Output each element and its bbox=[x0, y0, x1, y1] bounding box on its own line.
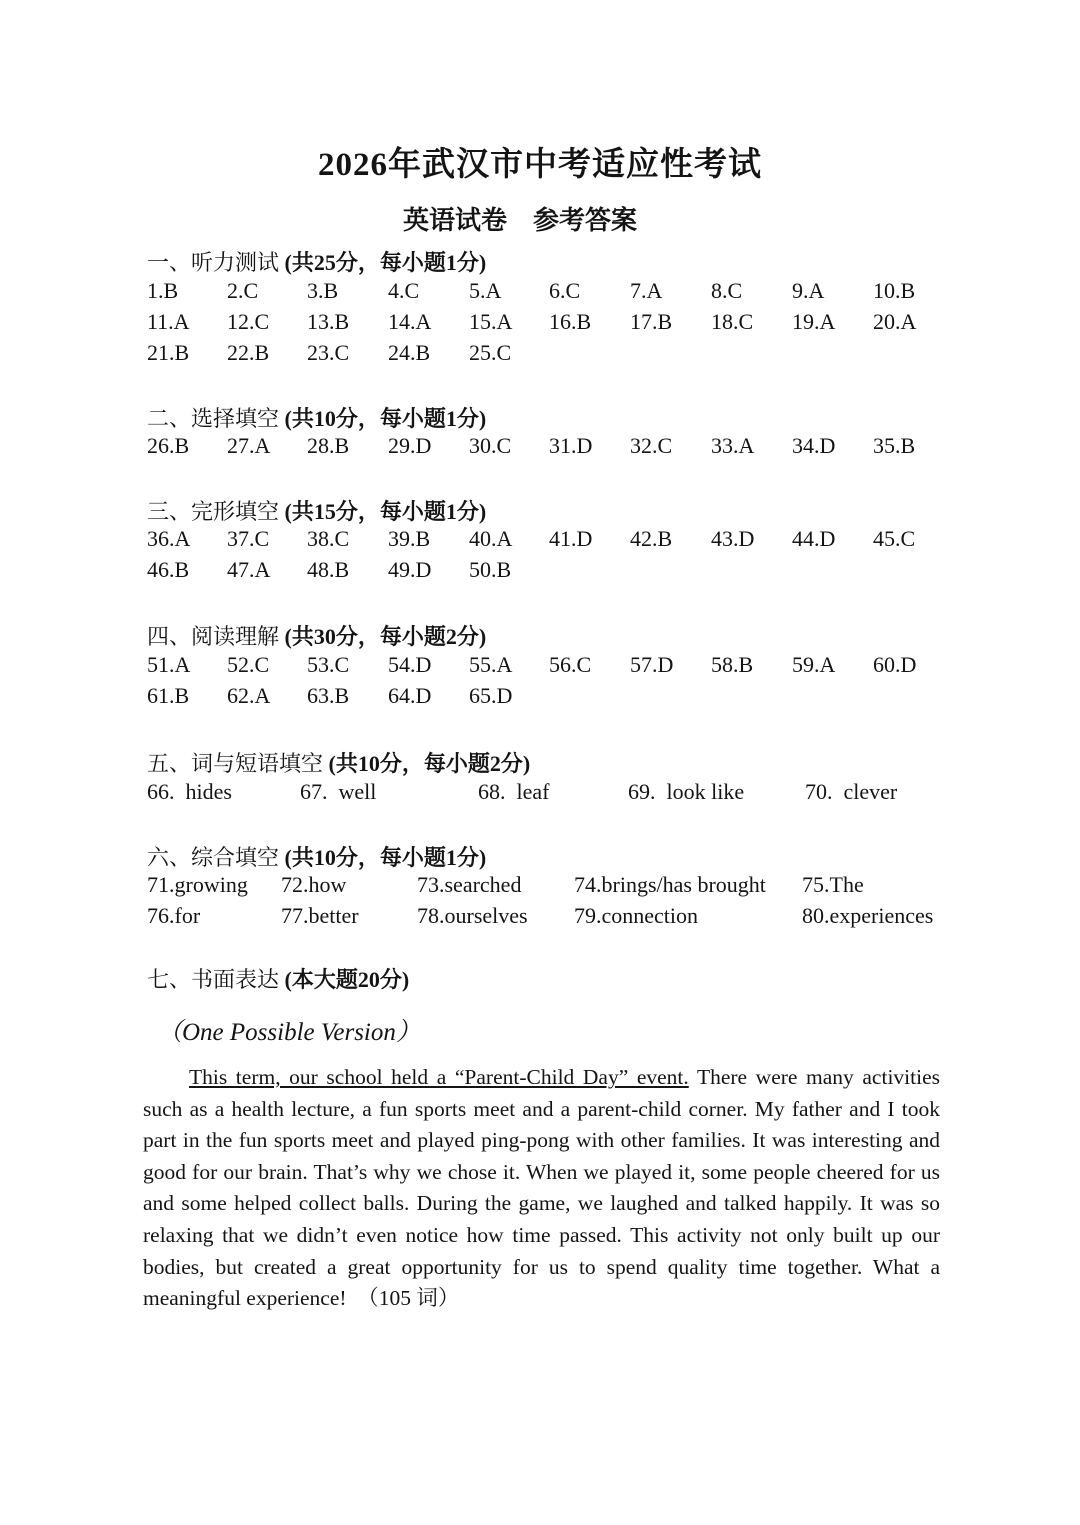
exam-title: 2026年武汉市中考适应性考试 bbox=[318, 147, 762, 183]
answer-item: 24.B bbox=[388, 340, 431, 365]
answer-item: 60.D bbox=[873, 652, 917, 677]
answer-item: 7.A bbox=[630, 278, 663, 303]
answer-item: 51.A bbox=[147, 652, 191, 677]
answer-item: 41.D bbox=[549, 526, 593, 551]
answer-item: 50.B bbox=[469, 557, 512, 582]
exam-subtitle: 英语试卷 参考答案 bbox=[402, 206, 637, 235]
answer-item: 20.A bbox=[873, 309, 917, 334]
answer-item: 5.A bbox=[469, 278, 502, 303]
answer-item: 78.ourselves bbox=[417, 903, 528, 928]
answer-item: 45.C bbox=[873, 526, 916, 551]
answer-item: 31.D bbox=[549, 433, 593, 458]
answer-item: 36.A bbox=[147, 526, 191, 551]
answer-item: 1.B bbox=[147, 278, 179, 303]
answer-item: 30.C bbox=[469, 433, 512, 458]
answer-item: 77.better bbox=[281, 903, 359, 928]
answer-item: 55.A bbox=[469, 652, 513, 677]
answer-item: 74.brings/has brought bbox=[574, 872, 766, 897]
answer-item: 76.for bbox=[147, 903, 201, 928]
answer-item: 57.D bbox=[630, 652, 674, 677]
answer-item: 34.D bbox=[792, 433, 836, 458]
answer-item: 61.B bbox=[147, 683, 190, 708]
answer-item: 70. clever bbox=[805, 779, 898, 804]
section-heading bbox=[147, 402, 486, 433]
section-label: 四、阅读理解 bbox=[147, 624, 280, 649]
answer-item: 72.how bbox=[281, 872, 347, 897]
essay-first-sentence: This term, our school held a “Parent-Child Day” event. bbox=[189, 1065, 689, 1089]
answer-item: 29.D bbox=[388, 433, 432, 458]
answer-item: 42.B bbox=[630, 526, 673, 551]
answer-item: 62.A bbox=[227, 683, 271, 708]
answer-item: 8.C bbox=[711, 278, 743, 303]
answer-item: 38.C bbox=[307, 526, 350, 551]
section-points: (共30分，每小题2分) bbox=[284, 624, 487, 649]
section-heading bbox=[147, 246, 486, 277]
answer-item: 66. hides bbox=[147, 779, 232, 804]
answer-item: 44.D bbox=[792, 526, 836, 551]
answer-item: 40.A bbox=[469, 526, 513, 551]
answer-item: 2.C bbox=[227, 278, 259, 303]
section-heading bbox=[147, 841, 486, 872]
answer-item: 37.C bbox=[227, 526, 270, 551]
answer-item: 18.C bbox=[711, 309, 754, 334]
answer-item: 14.A bbox=[388, 309, 432, 334]
section-heading bbox=[147, 963, 409, 994]
answer-item: 54.D bbox=[388, 652, 432, 677]
answer-item: 49.D bbox=[388, 557, 432, 582]
answer-item: 26.B bbox=[147, 433, 190, 458]
answer-item: 48.B bbox=[307, 557, 350, 582]
answer-item: 69. look like bbox=[628, 779, 745, 804]
answer-item: 64.D bbox=[388, 683, 432, 708]
answer-item: 16.B bbox=[549, 309, 592, 334]
answer-item: 73.searched bbox=[417, 872, 522, 897]
essay-version-label: （One Possible Version） bbox=[157, 1019, 421, 1046]
answer-item: 11.A bbox=[147, 309, 190, 334]
section-points: (共10分，每小题1分) bbox=[284, 406, 487, 431]
section-points: (共10分，每小题2分) bbox=[328, 751, 531, 776]
answer-item: 58.B bbox=[711, 652, 754, 677]
answer-item: 33.A bbox=[711, 433, 755, 458]
answer-item: 19.A bbox=[792, 309, 836, 334]
answer-item: 17.B bbox=[630, 309, 673, 334]
answer-item: 80.experiences bbox=[802, 903, 934, 928]
answer-item: 3.B bbox=[307, 278, 339, 303]
answer-item: 67. well bbox=[300, 779, 377, 804]
section-points: (共15分，每小题1分) bbox=[284, 499, 487, 524]
answer-item: 12.C bbox=[227, 309, 270, 334]
answer-item: 39.B bbox=[388, 526, 431, 551]
answer-item: 25.C bbox=[469, 340, 512, 365]
essay-word-count: （105 词） bbox=[357, 1286, 460, 1311]
answer-item: 22.B bbox=[227, 340, 270, 365]
section-heading bbox=[147, 495, 486, 526]
section-heading bbox=[147, 747, 530, 778]
section-label: 七、书面表达 bbox=[147, 967, 280, 992]
answer-item: 79.connection bbox=[574, 903, 699, 928]
answer-item: 47.A bbox=[227, 557, 271, 582]
sample-essay bbox=[143, 1062, 940, 1315]
section-label: 一、听力测试 bbox=[147, 250, 280, 275]
section-label: 五、词与短语填空 bbox=[147, 751, 324, 776]
answer-item: 75.The bbox=[802, 872, 864, 897]
answer-item: 46.B bbox=[147, 557, 190, 582]
answer-item: 6.C bbox=[549, 278, 581, 303]
answer-item: 13.B bbox=[307, 309, 350, 334]
section-label: 三、完形填空 bbox=[147, 499, 280, 524]
section-label: 二、选择填空 bbox=[147, 406, 280, 431]
section-heading bbox=[147, 620, 486, 651]
answer-item: 59.A bbox=[792, 652, 836, 677]
answer-item: 52.C bbox=[227, 652, 270, 677]
answer-item: 27.A bbox=[227, 433, 271, 458]
answer-item: 10.B bbox=[873, 278, 916, 303]
essay-body: There were many activities such as a health lecture, a fun sports meet and a parent-child corner. My father and I took part in the fun sports meet and played ping-pong with other families. It was interesting and good for our brain. That’s why we chose it. When we played it, some people cheered for us and some helped collect balls. During the game, we laughed and talked happily. It was so relaxing that we didn’t even notice how time passed. This activity not only built up our bodies, but created a great opportunity for us to spend quality time together. What a meaningful experience! bbox=[143, 1065, 941, 1311]
answer-item: 35.B bbox=[873, 433, 916, 458]
answer-item: 65.D bbox=[469, 683, 513, 708]
answer-item: 9.A bbox=[792, 278, 825, 303]
answer-item: 28.B bbox=[307, 433, 350, 458]
answer-item: 4.C bbox=[388, 278, 420, 303]
answer-item: 43.D bbox=[711, 526, 755, 551]
answer-item: 23.C bbox=[307, 340, 350, 365]
section-points: (共25分，每小题1分) bbox=[284, 250, 487, 275]
answer-item: 15.A bbox=[469, 309, 513, 334]
answer-item: 68. leaf bbox=[478, 779, 550, 804]
answer-item: 56.C bbox=[549, 652, 592, 677]
answer-item: 63.B bbox=[307, 683, 350, 708]
answer-item: 53.C bbox=[307, 652, 350, 677]
answer-item: 32.C bbox=[630, 433, 673, 458]
section-points: (共10分，每小题1分) bbox=[284, 845, 487, 870]
answer-item: 71.growing bbox=[147, 872, 248, 897]
section-points: (本大题20分) bbox=[284, 967, 410, 992]
section-label: 六、综合填空 bbox=[147, 845, 280, 870]
answer-item: 21.B bbox=[147, 340, 190, 365]
